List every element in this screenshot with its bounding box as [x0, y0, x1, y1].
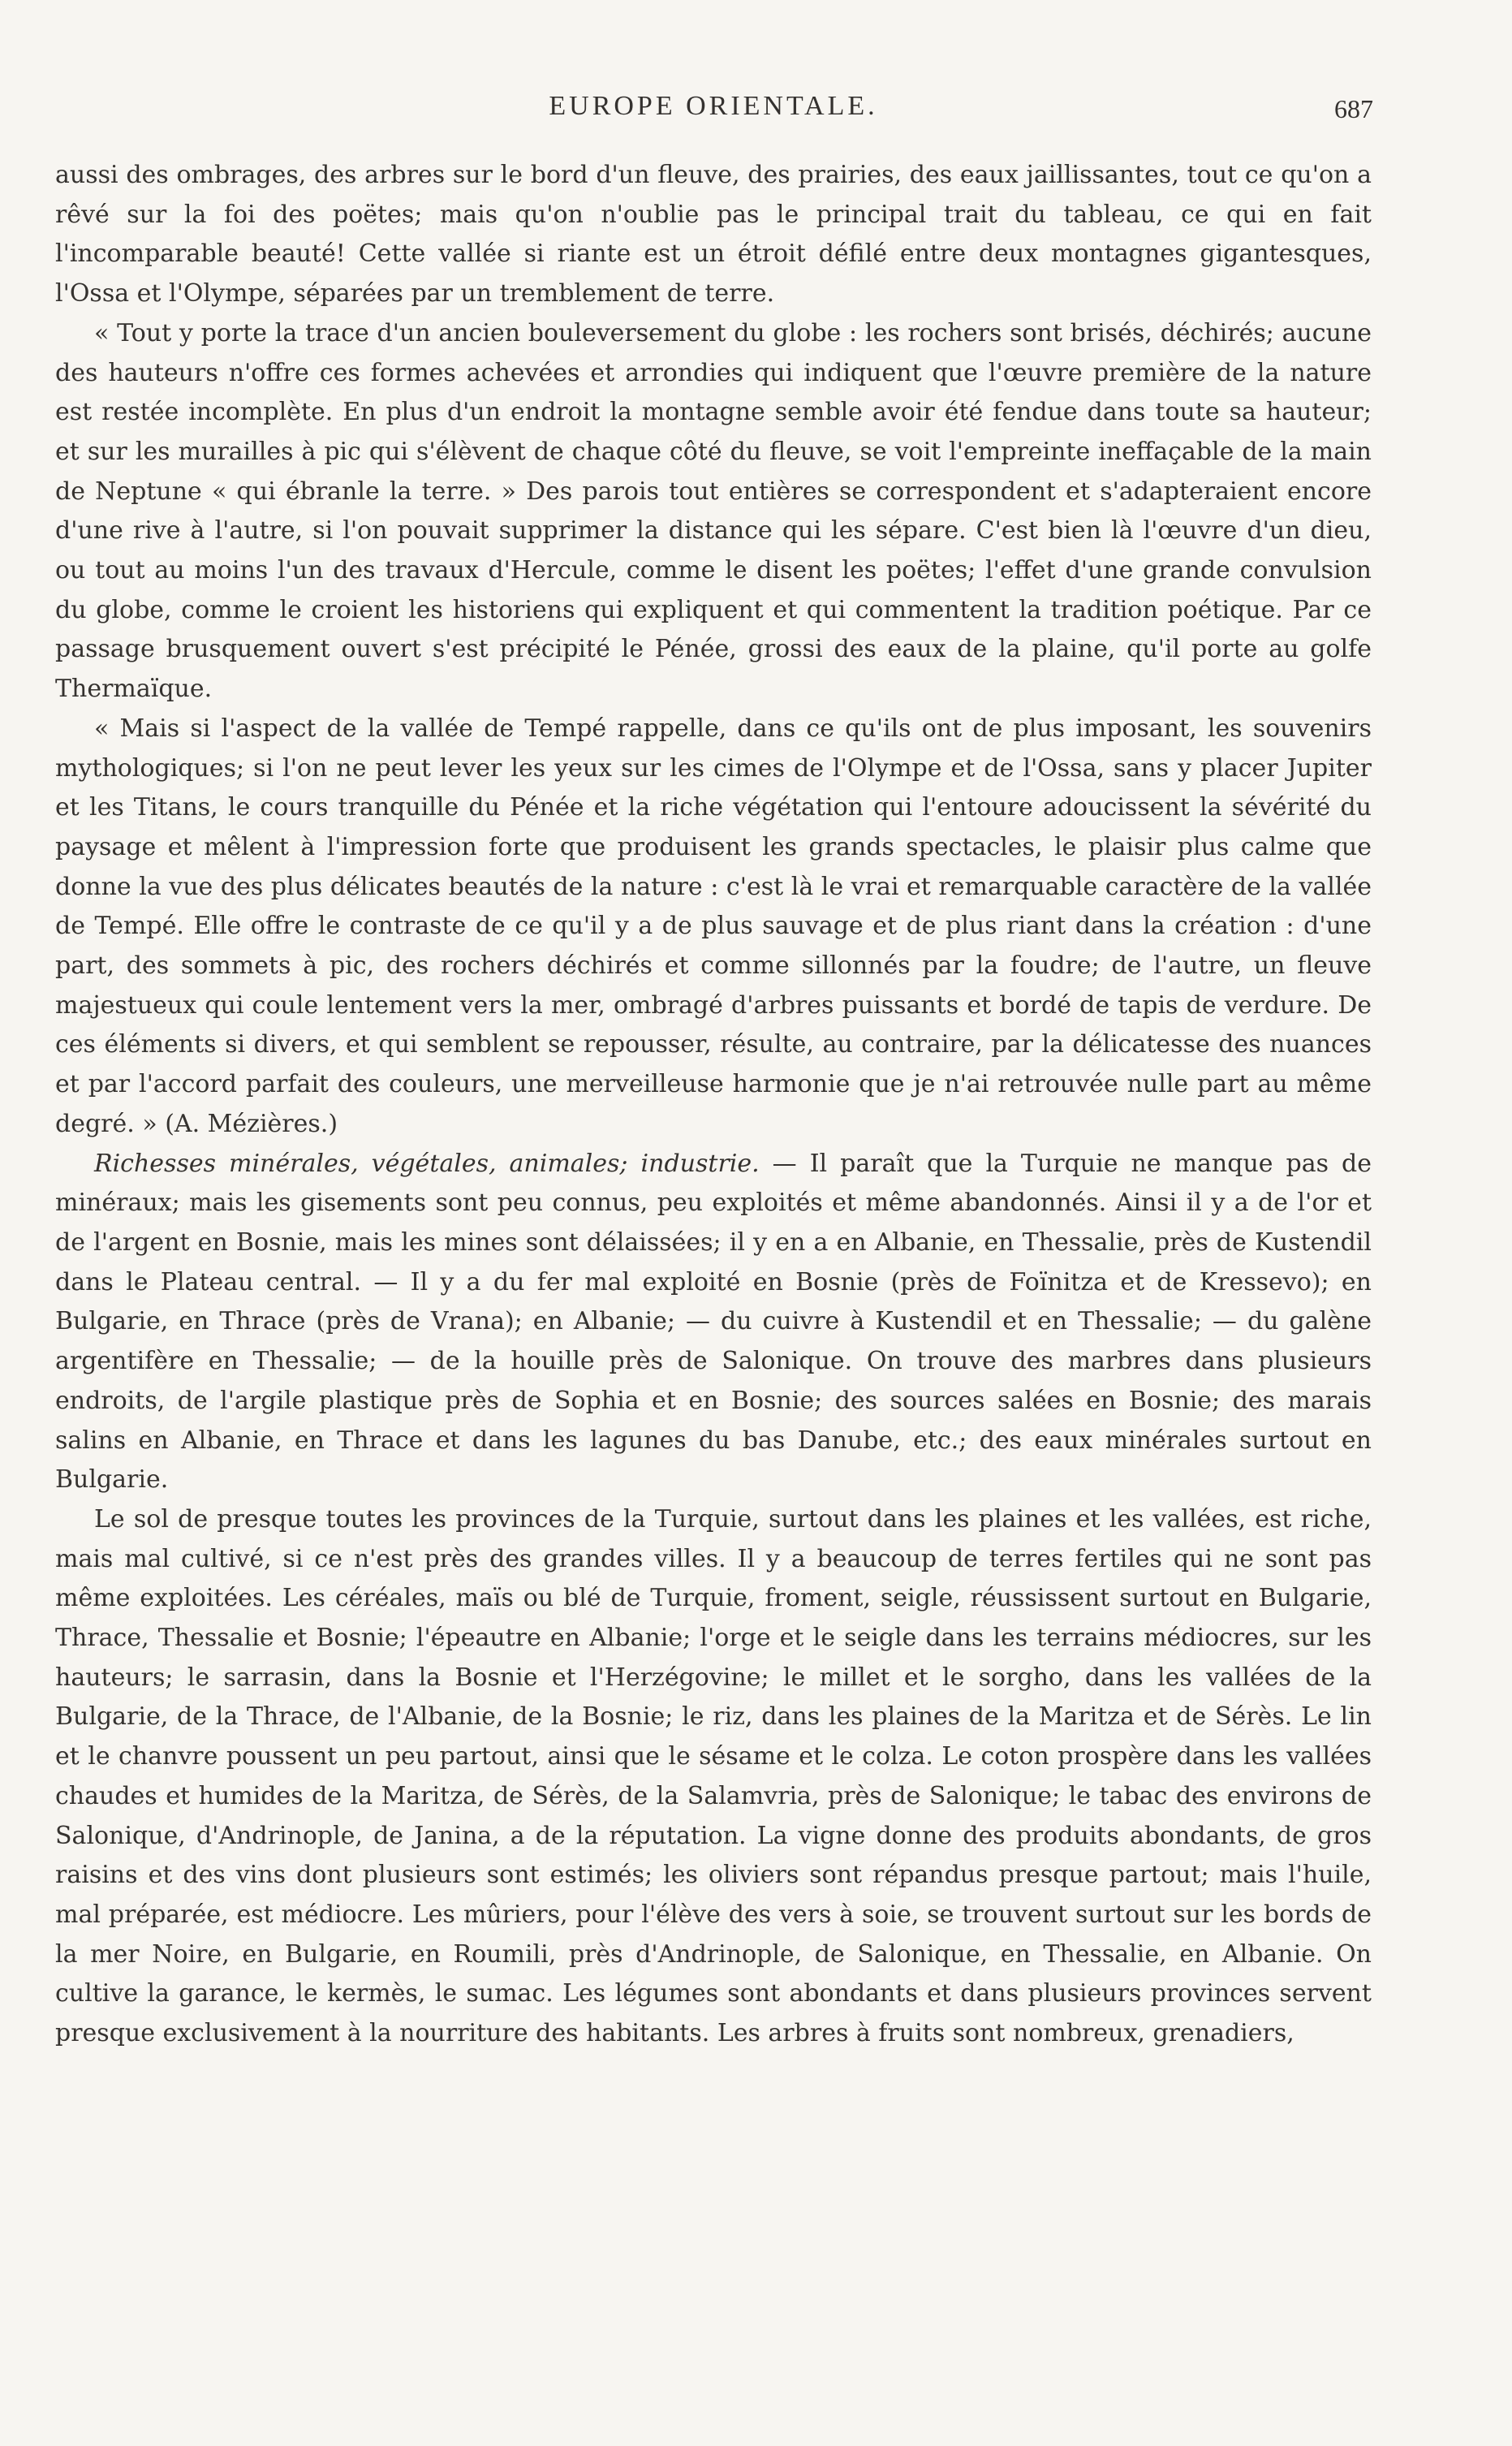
running-title: EUROPE ORIENTALE.	[549, 91, 878, 121]
page-number: 687	[1334, 94, 1373, 123]
section-heading: Richesses minérales, végétales, animales; industrie.	[94, 1149, 760, 1178]
paragraph-4-text: — Il paraît que la Turquie ne manque pas de minéraux; mais les gisements sont peu connus, peu exploités et même abandonnés. Ainsi il y a de l'or et de l'argent en Bosnie, mais les mines sont délaissées; il y en a en Albanie, en Thessalie, près de Kustendil dans le Plateau central. — Il y a du fer mal exploité en Bosnie (près de Foïnitza et de Kressevo); en Bulgarie, en Thrace (près de Vrana); en Albanie; — du cuivre à Kustendil et en Thessalie; — du galène argentifère en Thessalie; — de la houille près de Salonique. On trouve des marbres dans plusieurs endroits, de l'argile plastique près de Sophia et en Bosnie; des sources salées en Bosnie; des marais salins en Albanie, en Thrace et dans les lagunes du bas Danube, etc.; des eaux minérales surtout en Bulgarie.	[55, 1149, 1372, 1495]
document-page	[55, 91, 1372, 2054]
paragraph-3: « Mais si l'aspect de la vallée de Tempé rappelle, dans ce qu'ils ont de plus imposant, les souvenirs mythologiques; si l'on ne peut lever les yeux sur les cimes de l'Olympe et de l'Ossa, sans y placer Jupiter et les Titans, le cours tranquille du Pénée et la riche végétation qui l'entoure adoucissent la sévérité du paysage et mêlent à l'impression forte que produisent les grands spectacles, le plaisir plus calme que donne la vue des plus délicates beautés de la nature : c'est là le vrai et remarquable caractère de la vallée de Tempé. Elle offre le contraste de ce qu'il y a de plus sauvage et de plus riant dans la création : d'une part, des sommets à pic, des rochers déchirés et comme sillonnés par la foudre; de l'autre, un fleuve majestueux qui coule lentement vers la mer, ombragé d'arbres puissants et bordé de tapis de verdure. De ces éléments si divers, et qui semblent se repousser, résulte, au contraire, par la délicatesse des nuances et par l'accord parfait des couleurs, une merveilleuse harmonie que je n'ai retrouvée nulle part au même degré. » (A. Mézières.)	[55, 714, 1372, 1138]
page-header	[55, 91, 1372, 156]
paragraph-2: « Tout y porte la trace d'un ancien bouleversement du globe : les rochers sont brisés, déchirés; aucune des hauteurs n'offre ces formes achevées et arrondies qui indiquent que l'œuvre première de la nature est restée incomplète. En plus d'un endroit la montagne semble avoir été fendue dans toute sa hauteur; et sur les murailles à pic qui s'élèvent de chaque côté du fleuve, se voit l'empreinte ineffaçable de la main de Neptune « qui ébranle la terre. » Des parois tout entières se correspondent et s'adapteraient encore d'une rive à l'autre, si l'on pouvait supprimer la distance qui les sépare. C'est bien là l'œuvre d'un dieu, ou tout au moins l'un des travaux d'Hercule, comme le disent les poëtes; l'effet d'une grande convulsion du globe, comme le croient les historiens qui expliquent et qui commentent la tradition poétique. Par ce passage brusquement ouvert s'est précipité le Pénée, grossi des eaux de la plaine, qu'il porte au golfe Thermaïque.	[55, 318, 1372, 704]
paragraph-1: aussi des ombrages, des arbres sur le bord d'un fleuve, des prairies, des eaux jaillissantes, tout ce qu'on a rêvé sur la foi des poëtes; mais qu'on n'oublie pas le principal trait du tableau, ce qui en fait l'incomparable beauté! Cette vallée si riante est un étroit défilé entre deux montagnes gigantesques, l'Ossa et l'Olympe, séparées par un tremblement de terre.	[55, 161, 1372, 308]
paragraph-5: Le sol de presque toutes les provinces de la Turquie, surtout dans les plaines et les vallées, est riche, mais mal cultivé, si ce n'est près des grandes villes. Il y a beaucoup de terres fertiles qui ne sont pas même exploitées. Les céréales, maïs ou blé de Turquie, froment, seigle, réussissent surtout en Bulgarie, Thrace, Thessalie et Bosnie; l'épeautre en Albanie; l'orge et le seigle dans les terrains médiocres, sur les hauteurs; le sarrasin, dans la Bosnie et l'Herzégovine; le millet et le sorgho, dans les vallées de la Bulgarie, de la Thrace, de l'Albanie, de la Bosnie; le riz, dans les plaines de la Maritza et de Sérès. Le lin et le chanvre poussent un peu partout, ainsi que le sésame et le colza. Le coton prospère dans les vallées chaudes et humides de la Maritza, de Sérès, de la Salamvria, près de Salonique; le tabac des environs de Salonique, d'Andrinople, de Janina, a de la réputation. La vigne donne des produits abondants, de gros raisins et des vins dont plusieurs sont estimés; les oliviers sont répandus presque partout; mais l'huile, mal préparée, est médiocre. Les mûriers, pour l'élève des vers à soie, se trouvent surtout sur les bords de la mer Noire, en Bulgarie, en Roumili, près d'Andrinople, de Salonique, en Thessalie, en Albanie. On cultive la garance, le kermès, le sumac. Les légumes sont abondants et dans plusieurs provinces servent presque exclusivement à la nourriture des habitants. Les arbres à fruits sont nombreux, grenadiers,	[55, 1504, 1372, 2048]
body-text	[55, 156, 1372, 2054]
paragraph-4	[55, 1145, 1372, 1500]
